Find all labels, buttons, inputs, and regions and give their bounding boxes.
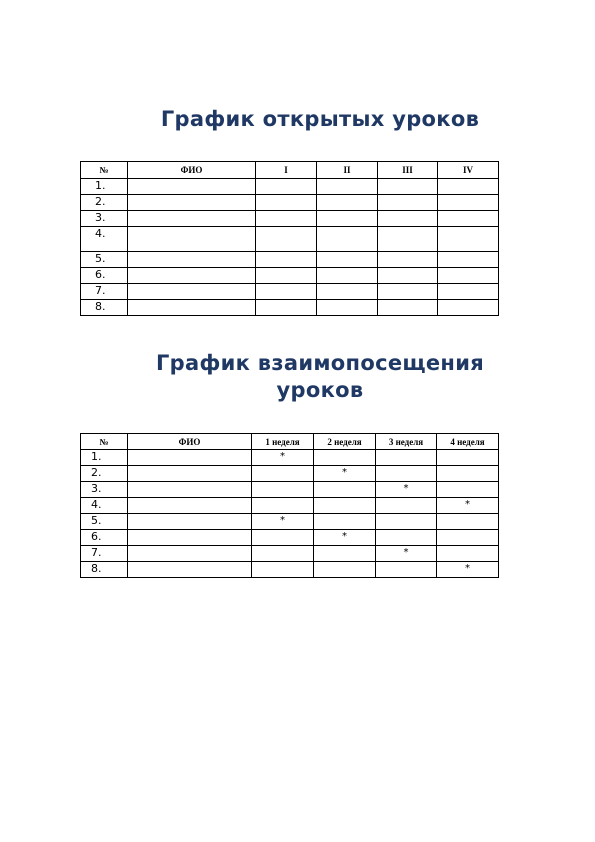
row-number: 3. xyxy=(81,211,128,227)
col-header-name: ФИО xyxy=(128,162,256,179)
name-cell xyxy=(128,498,252,514)
table-row xyxy=(81,466,499,482)
cell xyxy=(256,211,317,227)
cell xyxy=(314,498,376,514)
col-header-quarter-2: II xyxy=(317,162,378,179)
visit-mark: * xyxy=(252,450,314,466)
cell xyxy=(438,195,499,211)
cell xyxy=(317,211,378,227)
title-mutual-visits-line2: уроков xyxy=(276,378,364,402)
cell xyxy=(252,466,314,482)
cell xyxy=(378,252,438,268)
cell xyxy=(378,268,438,284)
name-cell xyxy=(128,466,252,482)
cell xyxy=(317,284,378,300)
title-open-lessons: График открытых уроков xyxy=(160,107,480,131)
title-mutual-visits-line1: График взаимопосещения xyxy=(155,351,485,375)
row-number: 3. xyxy=(81,482,128,498)
cell xyxy=(437,482,499,498)
row-number: 5. xyxy=(81,252,128,268)
name-cell xyxy=(128,546,252,562)
name-cell xyxy=(128,211,256,227)
name-cell xyxy=(128,514,252,530)
table-row xyxy=(81,268,499,284)
table-row xyxy=(81,179,499,195)
cell xyxy=(376,450,437,466)
cell xyxy=(317,195,378,211)
cell xyxy=(438,179,499,195)
col-header-name: ФИО xyxy=(128,434,252,450)
name-cell xyxy=(128,227,256,252)
col-header-week-4: 4 неделя xyxy=(437,434,499,450)
cell xyxy=(314,514,376,530)
cell xyxy=(314,482,376,498)
cell xyxy=(252,562,314,578)
name-cell xyxy=(128,252,256,268)
cell xyxy=(256,268,317,284)
cell xyxy=(378,227,438,252)
cell xyxy=(317,252,378,268)
row-number: 6. xyxy=(81,268,128,284)
table-row xyxy=(81,562,499,578)
row-number: 7. xyxy=(81,284,128,300)
name-cell xyxy=(128,195,256,211)
cell xyxy=(378,195,438,211)
cell xyxy=(437,466,499,482)
table-row xyxy=(81,482,499,498)
row-number: 1. xyxy=(81,450,128,466)
cell xyxy=(256,300,317,316)
cell xyxy=(256,252,317,268)
row-number: 4. xyxy=(81,227,128,252)
col-header-week-2: 2 неделя xyxy=(314,434,376,450)
cell xyxy=(256,284,317,300)
col-header-number: № xyxy=(81,162,128,179)
cell xyxy=(437,450,499,466)
cell xyxy=(252,546,314,562)
cell xyxy=(252,530,314,546)
col-header-quarter-1: I xyxy=(256,162,317,179)
cell xyxy=(378,300,438,316)
cell xyxy=(438,227,499,252)
visit-mark: * xyxy=(314,530,376,546)
cell xyxy=(437,546,499,562)
name-cell xyxy=(128,450,252,466)
visit-mark: * xyxy=(376,546,437,562)
cell xyxy=(437,514,499,530)
table-row xyxy=(81,546,499,562)
cell xyxy=(378,211,438,227)
cell xyxy=(317,300,378,316)
col-header-week-3: 3 неделя xyxy=(376,434,437,450)
visit-mark: * xyxy=(437,498,499,514)
cell xyxy=(438,252,499,268)
col-header-quarter-4: IV xyxy=(438,162,499,179)
cell xyxy=(256,195,317,211)
row-number: 8. xyxy=(81,562,128,578)
mutual-visits-table-body xyxy=(81,450,499,578)
row-number: 2. xyxy=(81,466,128,482)
name-cell xyxy=(128,179,256,195)
table-row xyxy=(81,300,499,316)
cell xyxy=(437,530,499,546)
row-number: 2. xyxy=(81,195,128,211)
col-header-quarter-3: III xyxy=(378,162,438,179)
visit-mark: * xyxy=(376,482,437,498)
cell xyxy=(317,179,378,195)
name-cell xyxy=(128,562,252,578)
cell xyxy=(376,562,437,578)
cell xyxy=(376,514,437,530)
cell xyxy=(378,284,438,300)
row-number: 1. xyxy=(81,179,128,195)
cell xyxy=(256,227,317,252)
name-cell xyxy=(128,284,256,300)
cell xyxy=(256,179,317,195)
cell xyxy=(317,268,378,284)
cell xyxy=(376,466,437,482)
cell xyxy=(438,268,499,284)
table-header-row xyxy=(81,162,499,179)
table-row xyxy=(81,450,499,466)
cell xyxy=(314,450,376,466)
table-row xyxy=(81,195,499,211)
visit-mark: * xyxy=(437,562,499,578)
table-row xyxy=(81,227,499,252)
cell xyxy=(252,498,314,514)
col-header-number: № xyxy=(81,434,128,450)
title-mutual-visits xyxy=(120,350,520,404)
cell xyxy=(378,179,438,195)
cell xyxy=(438,211,499,227)
name-cell xyxy=(128,530,252,546)
table-row xyxy=(81,211,499,227)
table-row xyxy=(81,530,499,546)
cell xyxy=(376,530,437,546)
cell xyxy=(252,482,314,498)
name-cell xyxy=(128,300,256,316)
name-cell xyxy=(128,482,252,498)
cell xyxy=(438,284,499,300)
cell xyxy=(314,546,376,562)
table-row xyxy=(81,498,499,514)
row-number: 8. xyxy=(81,300,128,316)
open-lessons-table xyxy=(80,161,499,316)
cell xyxy=(314,562,376,578)
cell xyxy=(376,498,437,514)
table-header-row xyxy=(81,434,499,450)
name-cell xyxy=(128,268,256,284)
row-number: 6. xyxy=(81,530,128,546)
table-row xyxy=(81,284,499,300)
table-row xyxy=(81,252,499,268)
cell xyxy=(317,227,378,252)
visit-mark: * xyxy=(252,514,314,530)
cell xyxy=(438,300,499,316)
col-header-week-1: 1 неделя xyxy=(252,434,314,450)
row-number: 7. xyxy=(81,546,128,562)
table-row xyxy=(81,514,499,530)
row-number: 5. xyxy=(81,514,128,530)
row-number: 4. xyxy=(81,498,128,514)
visit-mark: * xyxy=(314,466,376,482)
mutual-visits-table xyxy=(80,433,499,578)
